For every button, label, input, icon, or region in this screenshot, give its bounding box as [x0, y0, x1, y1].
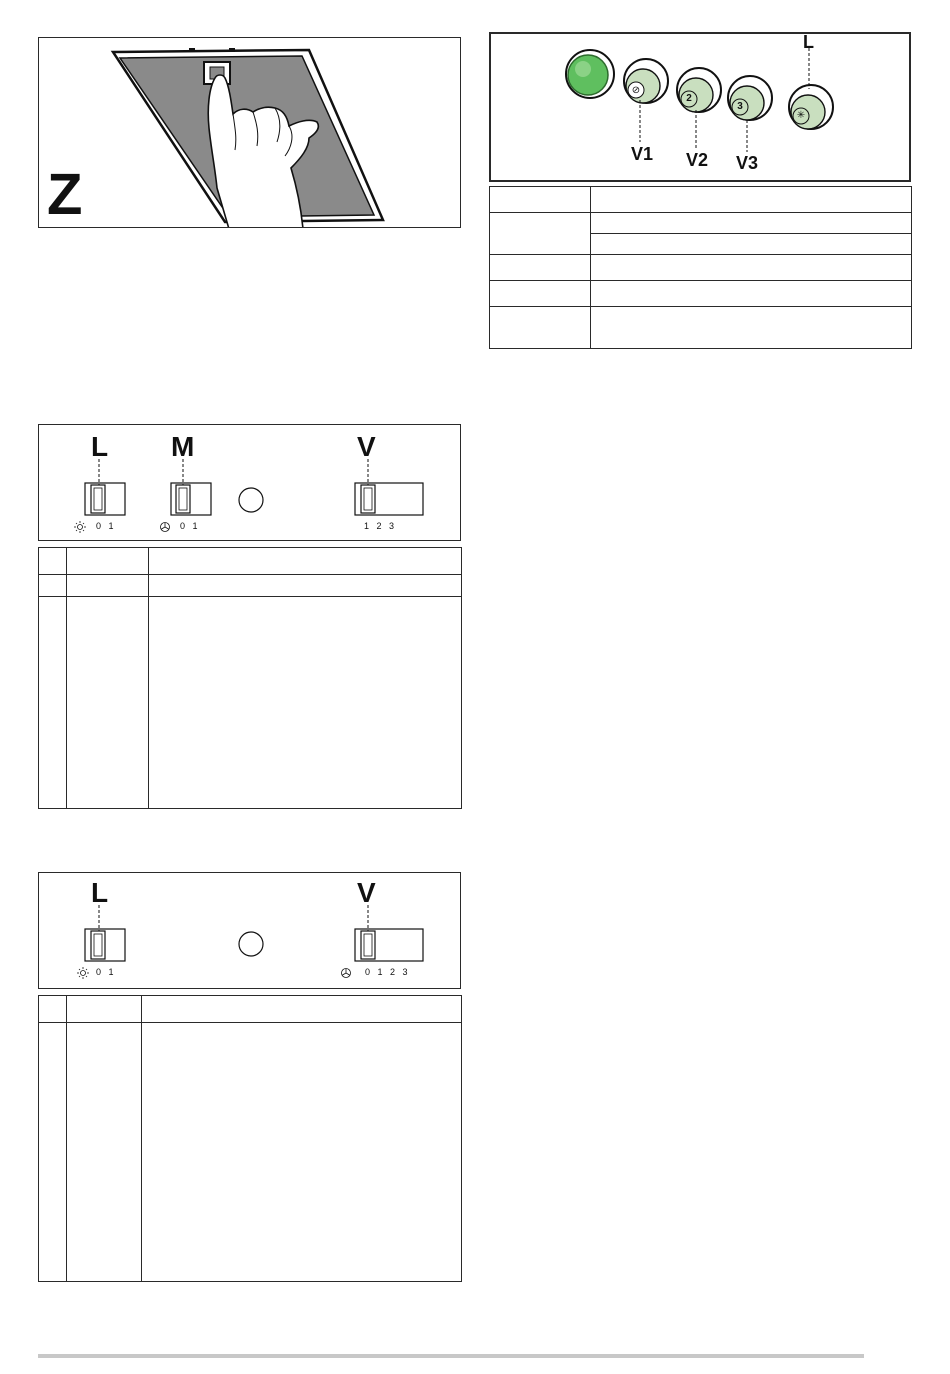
switch-light-scale-2: 0 1 [96, 967, 114, 977]
table-row [39, 575, 462, 597]
knob-light-symbol: ✳ [796, 110, 806, 121]
table-row [490, 213, 912, 234]
figure-z-frame [38, 37, 461, 228]
table-row [39, 996, 462, 1023]
footer-divider [38, 1354, 864, 1358]
knob-light-label: L [803, 32, 814, 52]
slider-speed-label: V [357, 431, 376, 462]
knob-function-table [489, 186, 912, 349]
table-row [490, 255, 912, 281]
slider-panel-1-frame [38, 424, 461, 541]
knob-v3-label: V3 [736, 153, 759, 173]
table-row [39, 1023, 462, 1282]
switch-motor-scale: 0 1 [180, 521, 198, 531]
knob-v1-symbol: ⊘ [631, 85, 641, 96]
knob-panel-frame [489, 32, 911, 182]
table-row [39, 597, 462, 809]
knob-v1-label: V1 [631, 144, 654, 164]
slider-2-function-table [38, 995, 462, 1282]
table-row [39, 548, 462, 575]
filter-illustration [39, 38, 461, 228]
knob-v3-symbol: 3 [737, 101, 743, 112]
switch-light-label-2: L [91, 877, 109, 908]
table-row [490, 281, 912, 307]
knob-v2-label: V2 [686, 150, 709, 170]
knob-v2-symbol: 2 [686, 93, 692, 104]
slider-speed-scale: 1 2 3 [364, 521, 395, 531]
slider-speed-scale-2: 0 1 2 3 [365, 967, 408, 977]
slider-panel-2-frame [38, 872, 461, 989]
figure-label-z: Z [47, 162, 83, 227]
switch-motor-label: M [171, 431, 195, 462]
switch-light-scale: 0 1 [96, 521, 114, 531]
table-row [490, 187, 912, 213]
slider-1-function-table [38, 547, 462, 809]
switch-light-label: L [91, 431, 109, 462]
table-row [490, 307, 912, 349]
slider-speed-label-2: V [357, 877, 376, 908]
